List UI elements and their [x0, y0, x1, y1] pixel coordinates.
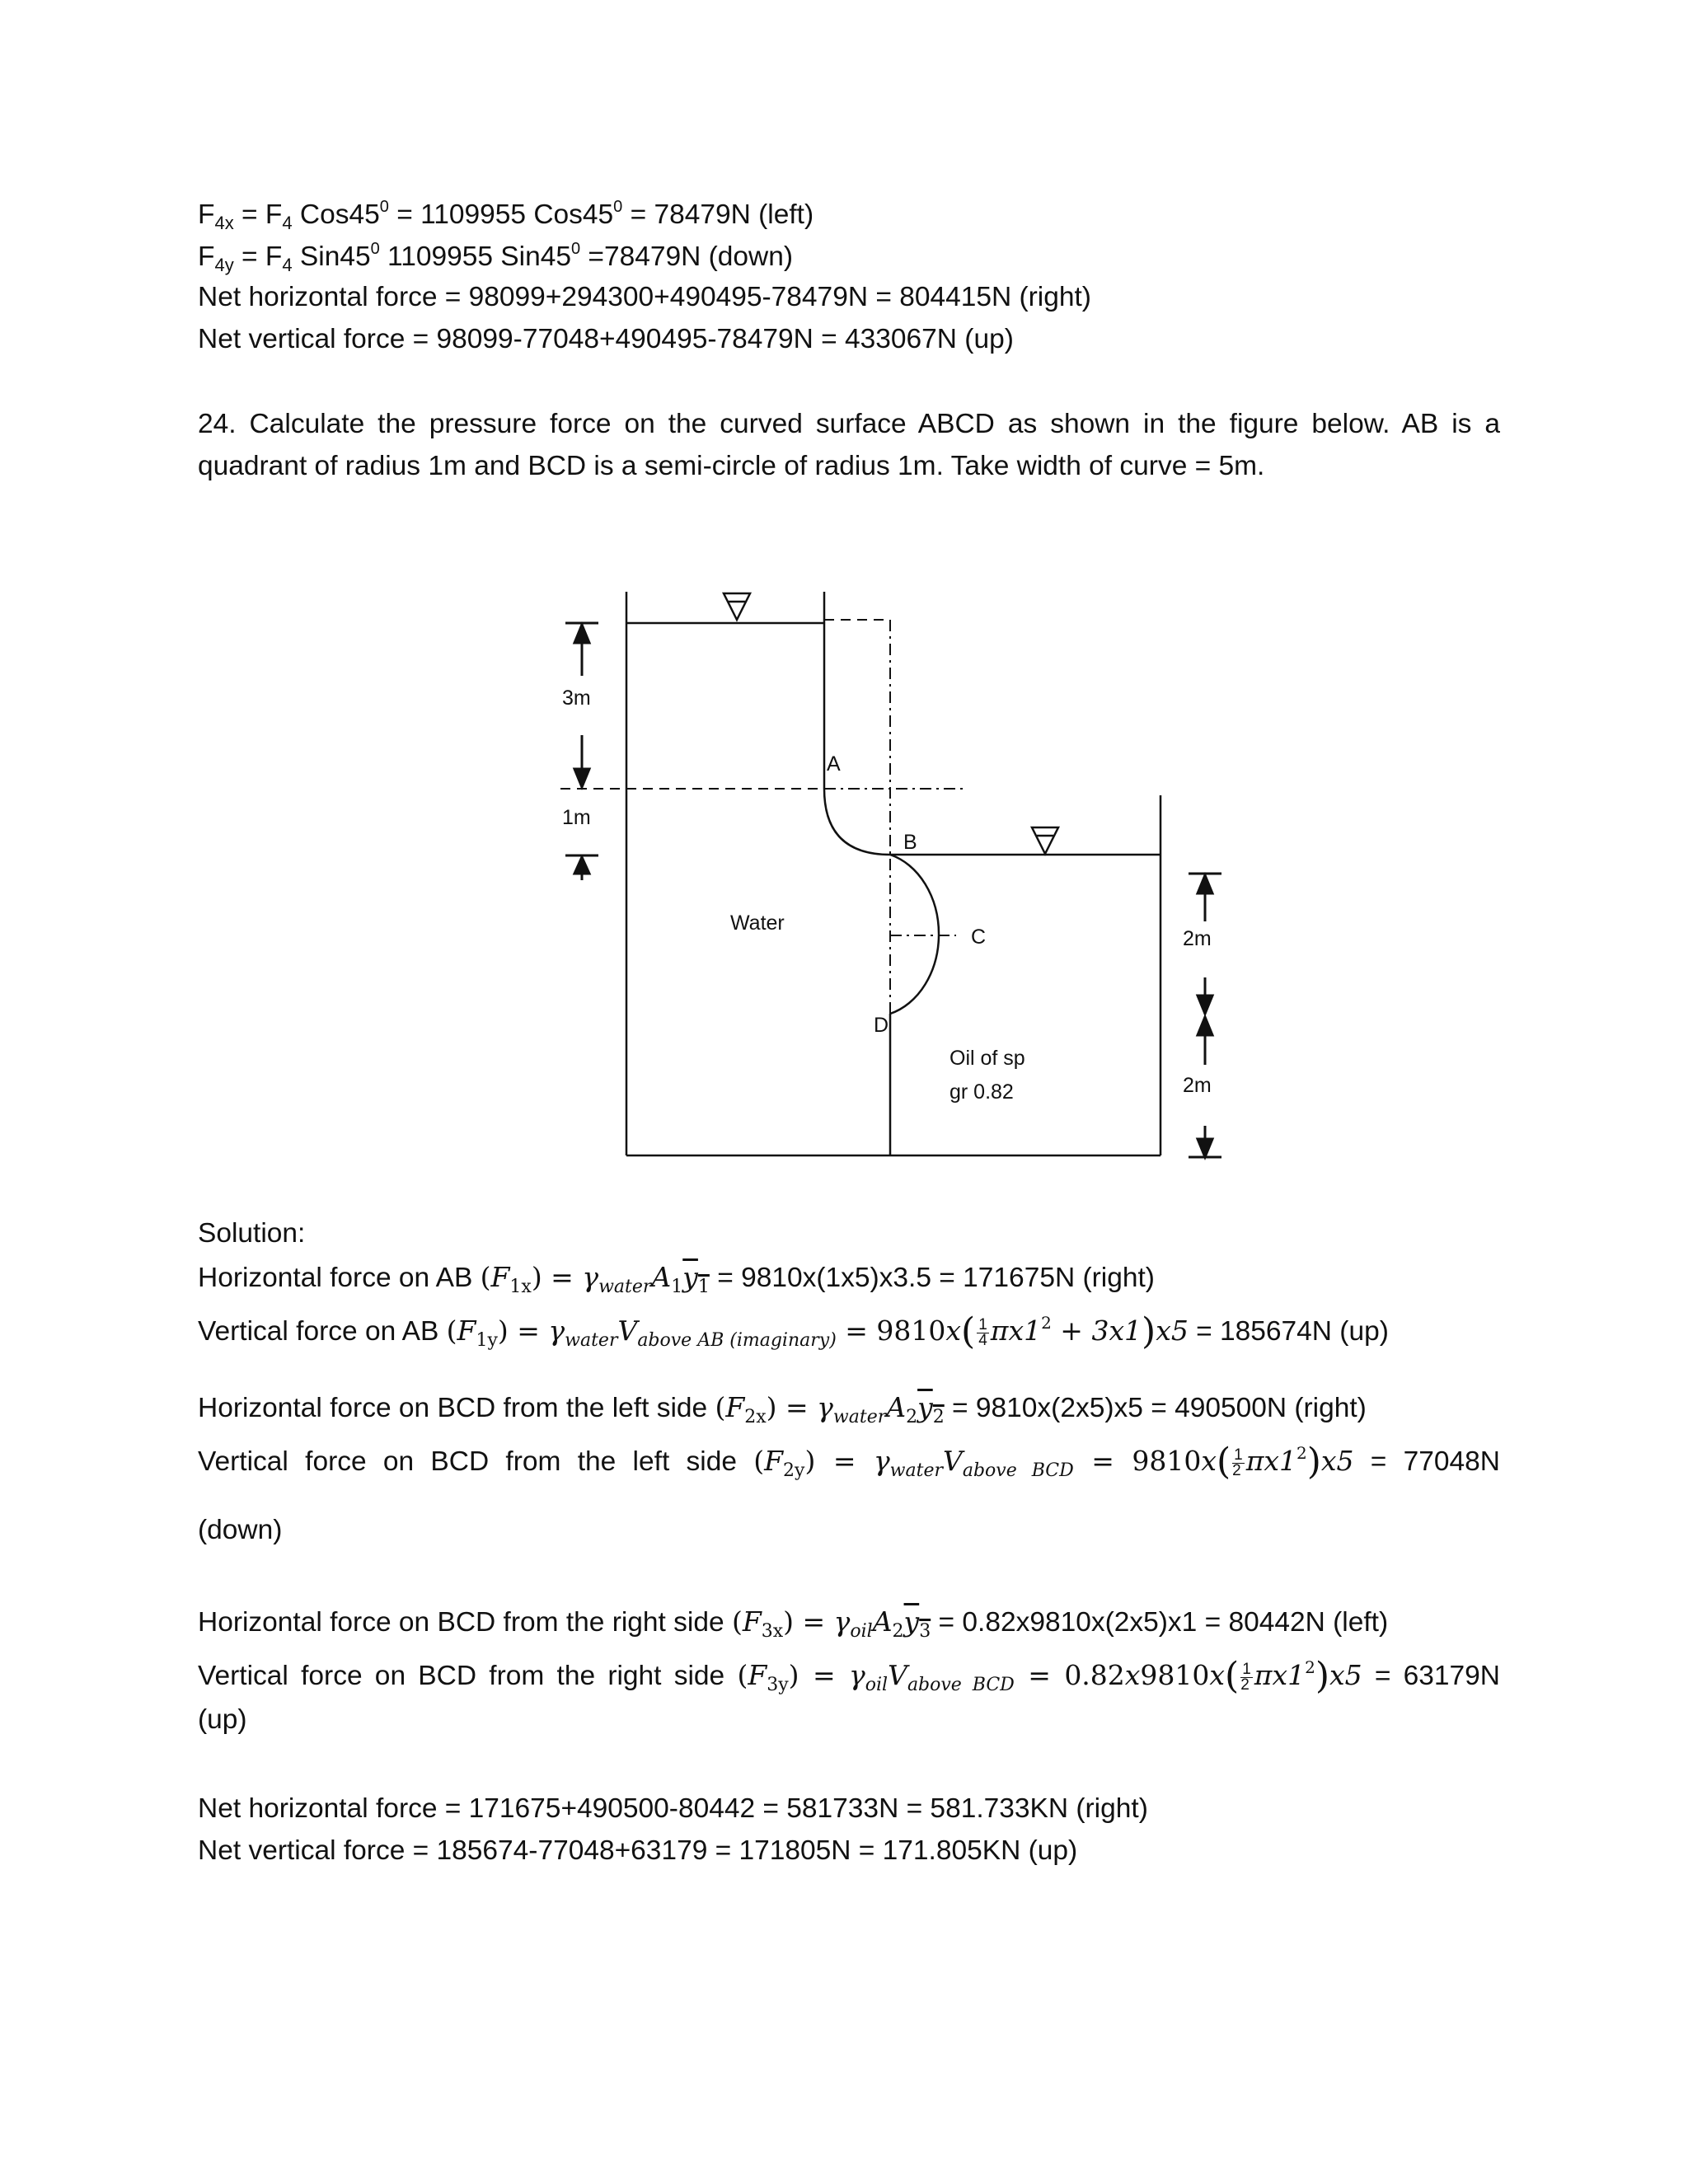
- horizontal-force-ab: Horizontal force on AB $(F_{1x}) = \gamma_{water}A_1y_1 = 9810x(1x5)x3.5 = 171675N$ (right): [198, 1261, 1155, 1297]
- label-2m-bottom: 2m: [1183, 1074, 1212, 1097]
- point-c-label: C: [971, 926, 987, 949]
- water-surface-symbol: [724, 593, 750, 620]
- solution-heading: Solution:: [198, 1218, 306, 1249]
- label-2m-top: 2m: [1183, 927, 1212, 950]
- net-horizontal-force-prev: Net horizontal force = 98099+294300+490495-78479N = 804415N (right): [198, 282, 1091, 312]
- oil-label-line-1: Oil of sp: [950, 1047, 1025, 1070]
- f4x-line: $F_{4x} = F_4$ $Cos45^0 = 1109955$ $Cos45^0 = 78479N$ (left): [198, 198, 814, 233]
- problem-line-2: quadrant of radius 1m and BCD is a semi-circle of radius 1m. Take width of curve = 5m.: [198, 451, 1265, 481]
- net-vertical-force: Net vertical force = 185674-77048+63179 = 171805N = 171.805KN (up): [198, 1835, 1078, 1866]
- oil-label-line-2: gr 0.82: [950, 1080, 1014, 1104]
- point-d-label: D: [874, 1014, 889, 1037]
- vertical-force-bcd-left-direction: (down): [198, 1515, 283, 1545]
- f4y-line: $F_{4y} = F_4$ $Sin45^0$ 1109955 $Sin45^0 =78479N$ (down): [198, 240, 794, 275]
- horizontal-force-bcd-left: Horizontal force on BCD from the left side $(F_{2x}) = \gamma_{water}A_2y_2 = 9810x(2x5)x5 = 490500N$ (right): [198, 1391, 1367, 1427]
- net-horizontal-force: Net horizontal force = 171675+490500-80442 = 581733N = 581.733KN (right): [198, 1793, 1148, 1824]
- label-3m: 3m: [562, 687, 591, 710]
- vertical-force-ab: Vertical force on AB $(F_{1y}) = \gamma_{water}V_{above AB (imaginary)} = 9810x$( $\frac{1}{4}$ $\pi x1^2 + 3x1)x5 = 185674N$ (up): [198, 1310, 1389, 1352]
- vertical-force-bcd-right-direction: (up): [198, 1704, 247, 1735]
- vertical-force-bcd-right: Vertical force on BCD from the right side $(F_{3y}) = \gamma_{oil}V_{above BCD} = 0.82x9810x$( $\frac{1}{2}$ $\pi x1^2)x5 = 63179N$: [198, 1655, 1500, 1697]
- oil-surface-symbol: [1032, 827, 1058, 854]
- water-label: Water: [730, 912, 785, 935]
- point-b-label: B: [903, 831, 917, 854]
- vertical-force-bcd-left: Vertical force on BCD from the left side $(F_{2y}) = \gamma_{water}V_{above BCD} = 9810x$( $\frac{1}{2}$ $\pi x1^2)x5 = 77048N$: [198, 1441, 1500, 1483]
- point-a-label: A: [827, 752, 841, 776]
- label-1m: 1m: [562, 806, 591, 829]
- problem-line-1: 24. Calculate the pressure force on the curved surface ABCD as shown in the figure below. AB is a: [198, 409, 1500, 439]
- quadrant-ab: [824, 789, 890, 855]
- semicircle-bcd: [890, 855, 939, 1014]
- horizontal-force-bcd-right: Horizontal force on BCD from the right side $(F_{3x}) = \gamma_{oil}A_2y_3 = 0.82x9810x(2x5)x1 = 80442N$ (left): [198, 1605, 1389, 1642]
- net-vertical-force-prev: Net vertical force = 98099-77048+490495-78479N = 433067N (up): [198, 324, 1014, 354]
